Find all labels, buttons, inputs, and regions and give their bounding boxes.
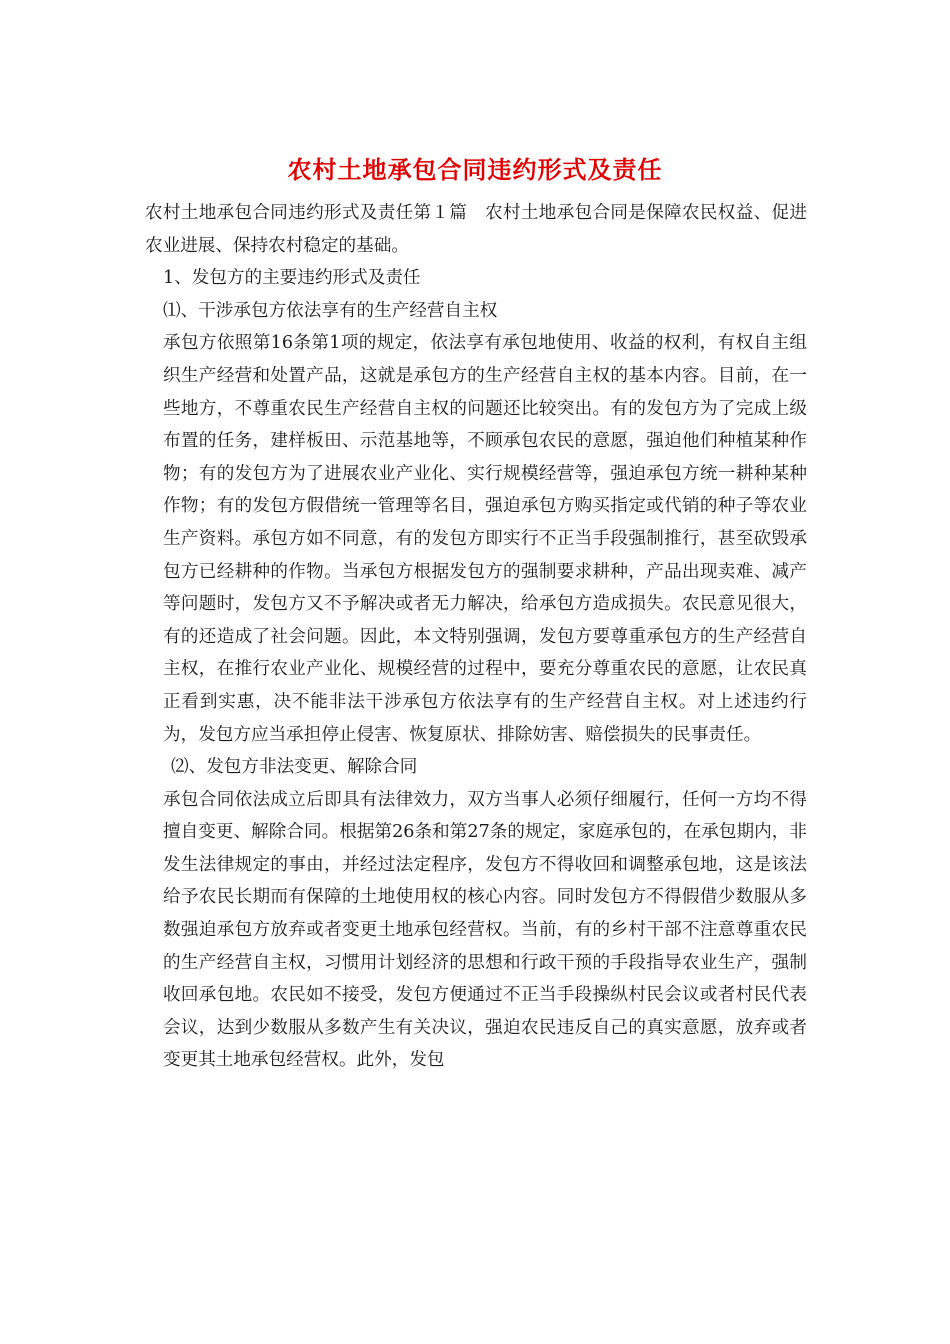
intro-paragraph: 农村土地承包合同违约形式及责任第１篇 农村土地承包合同是保障农民权益、促进农业进展、保持农村稳定的基础。 [145, 203, 807, 256]
subsection-heading: ⑵、发包方非法变更、解除合同 [171, 757, 418, 778]
body-paragraph: 承包合同依法成立后即具有法律效力，双方当事人必须仔细履行，任何一方均不得擅自变更、解除合同。根据第26条和第27条的规定，家庭承包的，在承包期内，非发生法律规定的事由，并经过法定程序，发包方不得收回和调整承包地，这是该法给予农民长期而有保障的土地使用权的核心内容。同时发包方不得假借少数服从多数强迫承包方放弃或者变更土地承包经营权。当前，有的乡村干部不注意尊重农民的生产经营自主权，习惯用计划经济的思想和行政干预的手段指导农业生产，强制收回承包地。农民如不接受，发包方便通过不正当手段操纵村民会议或者村民代表会议，达到少数服从多数产生有关决议，强迫农民违反自己的真实意愿，放弃或者变更其土地承包经营权。此外，发包 [163, 789, 807, 1071]
subsection-heading: ⑴、干涉承包方依法享有的生产经营自主权 [163, 300, 498, 321]
document-body [145, 197, 807, 1077]
body-paragraph: 承包方依照第16条第1项的规定，依法享有承包地使用、收益的权利，有权自主组织生产经营和处置产品，这就是承包方的生产经营自主权的基本内容。目前，在一些地方，不尊重农民生产经营自主权的问题还比较突出。有的发包方为了完成上级布置的任务，建样板田、示范基地等，不顾承包农民的意愿，强迫他们种植某种作物；有的发包方为了进展农业产业化、实行规模经营等，强迫承包方统一耕种某种作物；有的发包方假借统一管理等名目，强迫承包方购买指定或代销的种子等农业生产资料。承包方如不同意，有的发包方即实行不正当手段强制推行，甚至砍毁承包方已经耕种的作物。当承包方根据发包方的强制要求耕种，产品出现卖难、减产等问题时，发包方又不予解决或者无力解决，给承包方造成损失。农民意见很大，有的还造成了社会问题。因此，本文特别强调，发包方要尊重承包方的生产经营自主权，在推行农业产业化、规模经营的过程中，要充分尊重农民的意愿，让农民真正看到实惠，决不能非法干涉承包方依法享有的生产经营自主权。对上述违约行为，发包方应当承担停止侵害、恢复原状、排除妨害、赔偿损失的民事责任。 [163, 333, 807, 745]
section-heading: 1、发包方的主要违约形式及责任 [163, 268, 421, 289]
document-title: 农村土地承包合同违约形式及责任 [287, 156, 663, 184]
